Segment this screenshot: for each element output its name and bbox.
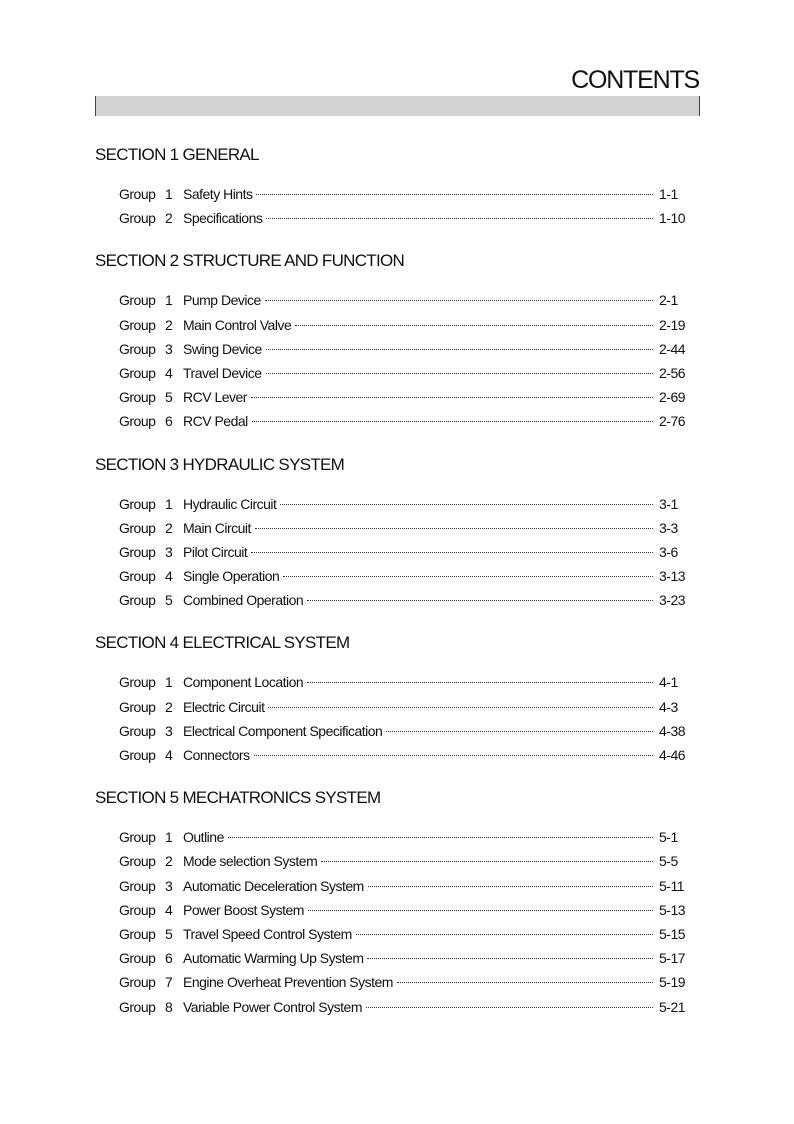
group-label: Group	[119, 519, 156, 536]
group-label: Group	[119, 901, 156, 918]
page-number: 2-44	[659, 340, 686, 357]
group-label: Group	[119, 389, 156, 406]
section-heading: SECTION 4 ELECTRICAL SYSTEM	[95, 633, 350, 653]
entry-title: Main Control Valve	[183, 316, 292, 333]
dot-leader	[251, 397, 653, 398]
group-number: 4	[165, 901, 173, 918]
page-number: 4-3	[659, 698, 678, 715]
page-number: 5-19	[659, 974, 686, 991]
dot-leader	[228, 837, 653, 838]
group-label: Group	[119, 413, 156, 430]
group-label: Group	[119, 674, 156, 691]
toc-entry	[95, 719, 695, 743]
group-label: Group	[119, 210, 156, 227]
section-3	[95, 453, 695, 613]
group-label: Group	[119, 950, 156, 967]
page-number: 2-19	[659, 316, 686, 333]
entry-title: Engine Overheat Prevention System	[183, 974, 393, 991]
group-number: 1	[165, 186, 173, 202]
page-number: 2-76	[659, 413, 686, 430]
page-number: 4-46	[659, 747, 686, 763]
page-number: 3-23	[659, 592, 686, 609]
group-number: 2	[165, 210, 173, 227]
group-label: Group	[119, 364, 156, 381]
entry-title: Travel Speed Control System	[183, 925, 352, 942]
dot-leader	[252, 421, 653, 422]
toc-entry	[95, 743, 695, 767]
toc-entry	[95, 898, 695, 922]
section-2	[95, 249, 695, 433]
toc-entry	[95, 970, 695, 994]
group-number: 1	[165, 292, 173, 309]
page-number: 5-11	[659, 877, 684, 894]
dot-leader	[266, 218, 653, 219]
entry-title: Component Location	[183, 674, 304, 691]
entry-title: Safety Hints	[183, 186, 253, 202]
page-number: 1-1	[659, 186, 678, 202]
group-number: 5	[165, 592, 173, 609]
section-entries	[95, 288, 695, 433]
page-number: 3-6	[659, 543, 678, 560]
group-label: Group	[119, 186, 156, 202]
dot-leader	[255, 528, 653, 529]
entry-title: Electric Circuit	[183, 698, 265, 715]
group-number: 2	[165, 853, 173, 870]
group-label: Group	[119, 974, 156, 991]
entry-title: Pump Device	[183, 292, 261, 309]
dot-leader	[266, 349, 653, 350]
toc-entry	[95, 313, 695, 337]
page-number: 5-1	[659, 829, 678, 846]
group-number: 6	[165, 950, 173, 967]
page-number: 2-1	[659, 292, 678, 309]
toc-entry	[95, 540, 695, 564]
group-number: 8	[165, 998, 173, 1015]
dot-leader	[256, 194, 653, 195]
entry-title: Travel Device	[183, 364, 262, 381]
toc-entry	[95, 337, 695, 361]
dot-leader	[321, 861, 653, 862]
dot-leader	[366, 1007, 653, 1008]
group-number: 1	[165, 674, 173, 691]
page-title: CONTENTS	[571, 66, 699, 94]
toc-entry	[95, 670, 695, 694]
dot-leader	[265, 300, 653, 301]
page-number: 3-3	[659, 519, 678, 536]
group-label: Group	[119, 316, 156, 333]
entry-title: Automatic Warming Up System	[183, 950, 364, 967]
section-entries	[95, 670, 695, 767]
page-number: 2-56	[659, 364, 686, 381]
toc-entry	[95, 182, 695, 206]
title-bar	[95, 96, 700, 116]
entry-title: Mode selection System	[183, 853, 318, 870]
group-number: 2	[165, 316, 173, 333]
section-5	[95, 786, 695, 1019]
group-label: Group	[119, 592, 156, 609]
section-heading: SECTION 5 MECHATRONICS SYSTEM	[95, 788, 381, 808]
toc-entry	[95, 385, 695, 409]
group-number: 7	[165, 974, 173, 991]
page-number: 5-17	[659, 950, 686, 967]
toc-entry	[95, 825, 695, 849]
entry-title: Hydraulic Circuit	[183, 495, 277, 512]
dot-leader	[268, 707, 653, 708]
group-label: Group	[119, 495, 156, 512]
toc-entry	[95, 922, 695, 946]
page-number: 2-69	[659, 389, 686, 406]
group-label: Group	[119, 747, 156, 763]
group-label: Group	[119, 543, 156, 560]
section-heading: SECTION 1 GENERAL	[95, 145, 259, 164]
table-of-contents	[95, 143, 695, 1038]
dot-leader	[356, 934, 653, 935]
page-number: 4-1	[659, 674, 678, 691]
page-number: 5-15	[659, 925, 686, 942]
group-number: 3	[165, 340, 173, 357]
group-number: 5	[165, 389, 173, 406]
entry-title: Swing Device	[183, 340, 262, 357]
group-number: 5	[165, 925, 173, 942]
group-label: Group	[119, 340, 156, 357]
toc-entry	[95, 874, 695, 898]
dot-leader	[251, 552, 653, 553]
toc-entry	[95, 361, 695, 385]
toc-entry	[95, 206, 695, 230]
entry-title: Outline	[183, 829, 224, 846]
entry-title: Single Operation	[183, 568, 280, 585]
dot-leader	[307, 682, 653, 683]
toc-entry	[95, 695, 695, 719]
group-label: Group	[119, 998, 156, 1015]
toc-entry	[95, 946, 695, 970]
entry-title: Pilot Circuit	[183, 543, 248, 560]
dot-leader	[254, 755, 653, 756]
group-number: 6	[165, 413, 173, 430]
dot-leader	[386, 731, 653, 732]
page-number: 5-21	[659, 998, 686, 1015]
toc-entry	[95, 995, 695, 1019]
dot-leader	[295, 325, 653, 326]
group-number: 1	[165, 495, 173, 512]
group-number: 2	[165, 519, 173, 536]
section-entries	[95, 182, 695, 230]
entry-title: Combined Operation	[183, 592, 304, 609]
group-number: 4	[165, 568, 173, 585]
page-number: 3-1	[659, 495, 678, 512]
group-number: 2	[165, 698, 173, 715]
section-heading: SECTION 3 HYDRAULIC SYSTEM	[95, 454, 345, 474]
dot-leader	[283, 576, 653, 577]
page-number: 4-38	[659, 722, 686, 739]
page-number: 3-13	[659, 568, 686, 585]
dot-leader	[266, 373, 653, 374]
toc-entry	[95, 849, 695, 873]
toc-entry	[95, 564, 695, 588]
section-1	[95, 143, 695, 230]
page-number: 1-10	[659, 210, 686, 227]
page-number: 5-5	[659, 853, 678, 870]
group-number: 3	[165, 722, 173, 739]
section-entries	[95, 825, 695, 1019]
group-label: Group	[119, 877, 156, 894]
section-entries	[95, 492, 695, 613]
group-number: 4	[165, 364, 173, 381]
toc-entry	[95, 516, 695, 540]
entry-title: RCV Lever	[183, 389, 247, 406]
group-label: Group	[119, 829, 156, 846]
toc-entry	[95, 409, 695, 433]
group-number: 4	[165, 747, 173, 763]
toc-entry	[95, 492, 695, 516]
entry-title: Automatic Deceleration System	[183, 877, 364, 894]
entry-title: Main Circuit	[183, 519, 251, 536]
dot-leader	[397, 982, 653, 983]
group-label: Group	[119, 853, 156, 870]
dot-leader	[280, 504, 653, 505]
dot-leader	[367, 958, 653, 959]
entry-title: RCV Pedal	[183, 413, 248, 430]
toc-entry	[95, 288, 695, 312]
group-number: 1	[165, 829, 173, 846]
section-4	[95, 631, 695, 767]
section-heading: SECTION 2 STRUCTURE AND FUNCTION	[95, 251, 405, 271]
dot-leader	[368, 886, 653, 887]
entry-title: Electrical Component Specification	[183, 722, 383, 739]
group-label: Group	[119, 698, 156, 715]
dot-leader	[307, 600, 653, 601]
entry-title: Variable Power Control System	[183, 998, 362, 1015]
group-label: Group	[119, 925, 156, 942]
group-label: Group	[119, 292, 156, 309]
group-number: 3	[165, 543, 173, 560]
entry-title: Connectors	[183, 747, 250, 763]
entry-title: Specifications	[183, 210, 263, 227]
group-label: Group	[119, 568, 156, 585]
page-number: 5-13	[659, 901, 686, 918]
group-number: 3	[165, 877, 173, 894]
entry-title: Power Boost System	[183, 901, 304, 918]
group-label: Group	[119, 722, 156, 739]
dot-leader	[308, 910, 653, 911]
toc-entry	[95, 588, 695, 612]
